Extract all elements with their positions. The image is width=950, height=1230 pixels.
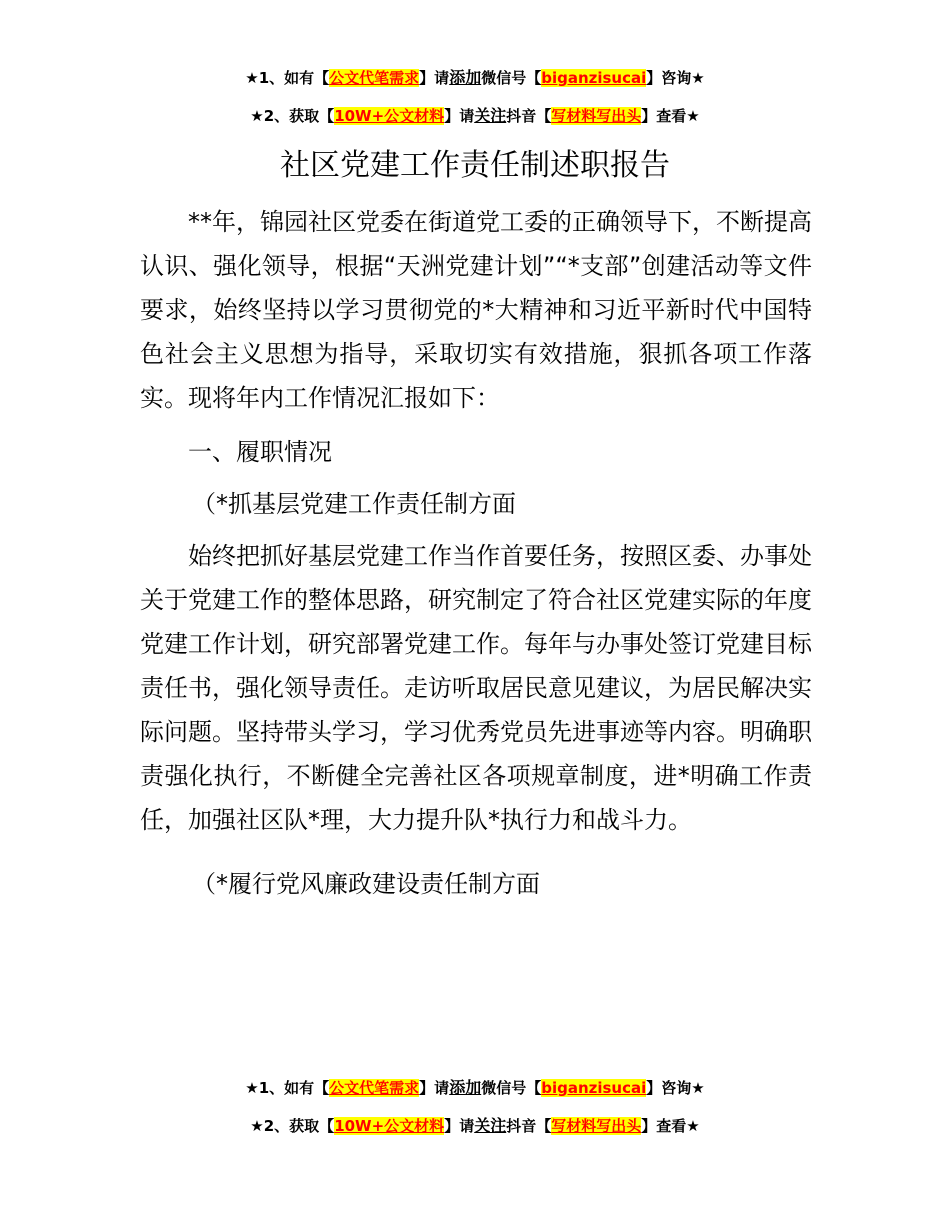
footer-line-1-text-2: 微信号【 bbox=[481, 1079, 542, 1097]
banner-line-2-text-2: 抖音【 bbox=[506, 107, 552, 125]
banner-line-2-highlight-materials: 10W+公文材料 bbox=[334, 107, 445, 125]
footer-line-2-suffix: 】查看★ bbox=[641, 1117, 700, 1135]
banner-line-1-suffix: 】咨询★ bbox=[646, 69, 705, 87]
footer-line-2-prefix: ★2、获取【 bbox=[250, 1117, 335, 1135]
footer-line-2-text: 】请 bbox=[444, 1117, 475, 1135]
footer-banner bbox=[0, 1076, 950, 1152]
header-banner bbox=[0, 66, 950, 142]
footer-line-1-suffix: 】咨询★ bbox=[646, 1079, 705, 1097]
footer-line-2 bbox=[0, 1114, 950, 1152]
document-body bbox=[140, 200, 812, 906]
footer-line-2-underlined: 关注 bbox=[474, 1116, 507, 1135]
banner-line-2-highlight-douyin: 写材料写出头 bbox=[551, 107, 642, 125]
banner-line-1 bbox=[0, 66, 950, 104]
banner-line-2-prefix: ★2、获取【 bbox=[250, 107, 335, 125]
intro-paragraph: **年，锦园社区党委在街道党工委的正确领导下，不断提高认识、强化领导，根据“天洲党建计划”“*支部”创建活动等文件要求，始终坚持以学习贯彻党的*大精神和习近平新时代中国特色社会主义思想为指导，采取切实有效措施，狠抓各项工作落实。现将年内工作情况汇报如下： bbox=[140, 208, 812, 412]
sub-body-1: 始终把抓好基层党建工作当作首要任务，按照区委、办事处关于党建工作的整体思路，研究制定了符合社区党建实际的年度党建工作计划，研究部署党建工作。每年与办事处签订党建目标责任书，强化领导责任。走访听取居民意见建议，为居民解决实际问题。坚持带头学习，学习优秀党员先进事迹等内容。明确职责强化执行，不断健全完善社区各项规章制度，进*明确工作责任，加强社区队*理，大力提升队*执行力和战斗力。 bbox=[140, 542, 812, 834]
footer-line-1 bbox=[0, 1076, 950, 1114]
banner-line-1-prefix: ★1、如有【 bbox=[245, 69, 330, 87]
footer-line-2-text-2: 抖音【 bbox=[506, 1117, 552, 1135]
section-heading: 一、履职情况 bbox=[188, 438, 332, 466]
footer-line-2-highlight-materials: 10W+公文材料 bbox=[334, 1117, 445, 1135]
footer-line-2-highlight-douyin: 写材料写出头 bbox=[551, 1117, 642, 1135]
banner-line-1-highlight-wechat: biganzisucai bbox=[541, 69, 647, 87]
banner-line-2-suffix: 】查看★ bbox=[641, 107, 700, 125]
banner-line-2 bbox=[0, 104, 950, 142]
banner-line-2-underlined: 关注 bbox=[474, 106, 507, 125]
banner-line-1-highlight-service: 公文代笔需求 bbox=[329, 69, 420, 87]
footer-line-1-highlight-service: 公文代笔需求 bbox=[329, 1079, 420, 1097]
banner-line-1-text-2: 微信号【 bbox=[481, 69, 542, 87]
banner-line-2-text: 】请 bbox=[444, 107, 475, 125]
footer-line-1-text: 】请 bbox=[419, 1079, 450, 1097]
footer-line-1-highlight-wechat: biganzisucai bbox=[541, 1079, 647, 1097]
sub-heading-2: （*履行党风廉政建设责任制方面 bbox=[192, 870, 540, 898]
sub-heading-1: （*抓基层党建工作责任制方面 bbox=[192, 490, 516, 518]
footer-line-1-underlined: 添加 bbox=[449, 1078, 482, 1097]
document-title: 社区党建工作责任制述职报告 bbox=[280, 148, 670, 183]
banner-line-1-text: 】请 bbox=[419, 69, 450, 87]
banner-line-1-underlined: 添加 bbox=[449, 68, 482, 87]
footer-line-1-prefix: ★1、如有【 bbox=[245, 1079, 330, 1097]
